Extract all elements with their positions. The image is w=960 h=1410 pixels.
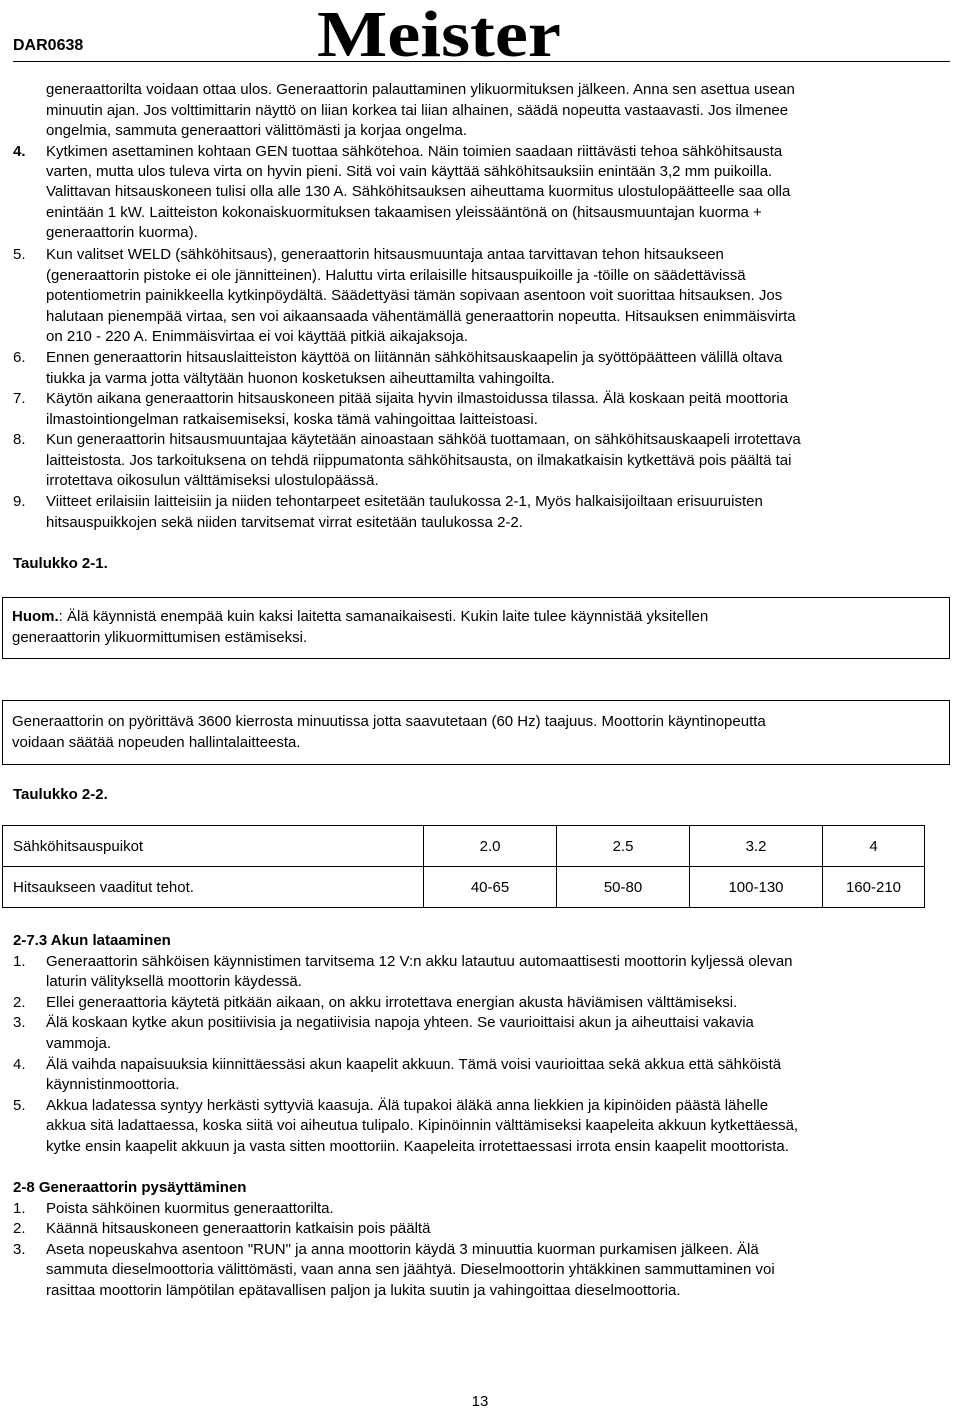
table-2-1-caption: Taulukko 2-1. bbox=[13, 555, 108, 572]
list-item: 9. Viitteet erilaisiin laitteisiin ja niiden tehontarpeet esitetään taulukossa 2-1, Myös halkaisijoiltaan erisuuruisten hitsauspuikkojen sekä niiden tarvitsemat virrat esitetään taulukossa 2-2. bbox=[13, 493, 763, 531]
item-8 bbox=[13, 430, 948, 492]
table-row: Hitsaukseen vaaditut tehot. 40-65 50-80 100-130 160-210 bbox=[3, 867, 925, 908]
document-code: DAR0638 bbox=[13, 37, 84, 54]
brand-wordmark: Meister bbox=[317, 2, 561, 60]
intro-paragraph: generaattorilta voidaan ottaa ulos. Generaattorin palauttaminen ylikuormituksen jälkeen. Anna sen asettua usean minuutin ajan. Jos volttimittarin näyttö on liian korkea tai liian alhainen, säädä nopeutta vastaavasti. Jos ilmenee ongelmia, sammuta generaattori välittömästi ja korjaa ongelma. bbox=[46, 81, 795, 140]
list-item: 8. Kun generaattorin hitsausmuuntajaa käytetään ainoastaan sähköä tuottamaan, on sähköhitsauskaapeli irrotettava laitteistosta. Jos tarkoituksena on tehdä riippumatonta sähköhitsausta, on ilmakatkaisin kytkettävä pois päältä tai irrotettava oikosulun välttämiseksi ulostulopäässä. bbox=[13, 431, 801, 490]
electrode-table bbox=[2, 825, 925, 908]
list-item: 5. Akkua ladatessa syntyy herkästi syttyviä kaasuja. Älä tupakoi äläkä anna liekkien ja kipinöiden päästä lähelle akkua sitä ladattaessa, koska siitä voi aiheutua tulipalo. Kipinöinnin välttämiseksi kaapeleita akkuun kytkettäessä, kytke ensin kaapelit akkuun ja vasta sitten moottoriin. Kaapeleita irrotettaessasi irrota ensin kaapelit moottorista. bbox=[13, 1096, 799, 1155]
list-item: 5. Kun valitset WELD (sähköhitsaus), generaattorin hitsausmuuntaja antaa tarvittavan tehon hitsaukseen (generaattorin pistoke ei ole jännitteinen). Haluttu virta erilaisille hitsauspuikoille ja -töille on säädettävissä potentiometrin painikkeella kytkinpöydältä. Säädettyäsi tämän sopivaan asentoon voit suorittaa hitsauksen. Jos halutaan pienempää virtaa, sen voi aikaansaada vähentämällä generaattorin nopeutta. Hitsauksen enimmäisvirta on 210 - 220 A. Enimmäisvirtaa ei voi käyttää pitkiä aikajaksoja. bbox=[13, 246, 796, 346]
list-item: 6. Ennen generaattorin hitsauslaitteiston käyttöä on liitännän sähköhitsauskaapelin ja syöttöpäätteen välillä oltava tiukka ja varma jotta vältytään huonon kosketuksen aiheuttamilta vahingoilta. bbox=[13, 349, 783, 387]
note-label: Huom. bbox=[12, 608, 59, 625]
list-item: 2. Ellei generaattoria käytetä pitkään aikaan, on akku irrotettava energian akusta häviämisen välttämiseksi. bbox=[13, 993, 738, 1011]
list-item: 3. Älä koskaan kytke akun positiivisia ja negatiivisia napoja yhteen. Se vaurioittaisi akun ja aiheuttaisi vakavia vammoja. bbox=[13, 1014, 754, 1052]
list-item: 1. Generaattorin sähköisen käynnistimen tarvitsema 12 V:n akku latautuu automaattisesti moottorin kyljessä olevan laturin välityksellä moottorin käydessä. bbox=[13, 952, 793, 991]
list-item: 2. Käännä hitsauskoneen generaattorin katkaisin pois päältä bbox=[13, 1220, 431, 1238]
intro-section bbox=[13, 80, 948, 142]
list-item: 3. Aseta nopeuskahva asentoon "RUN" ja anna moottorin käydä 3 minuuttia kuorman purkamisen jälkeen. Älä sammuta dieselmoottoria välittömästi, vaan anna sen jäähtyä. Dieselmoottorin yhtäkkinen sammuttaminen voi rasittaa moottorin lämpötilan epätavallisen paljon ja lukita suutin ja vahingoittaa dieselmoottoria. bbox=[13, 1240, 775, 1299]
list-item: 7. Käytön aikana generaattorin hitsauskoneen pitää sijaita hyvin ilmastoidussa tilassa. Älä koskaan peitä moottoria ilmastointiongelman ratkaisemiseksi, koska tämä vahingoittaa laitteistoasi. bbox=[13, 390, 789, 428]
list-item: 4. Kytkimen asettaminen kohtaan GEN tuottaa sähkötehoa. Näin toimien saadaan riittävästi tehoa sähköhitsausta varten, mutta ulos tuleva virta on hyvin pieni. Sitä voi vain käyttää sähköhitsauksiin enintään 3,2 mm puikoilla. Valittavan hitsauskoneen tulisi olla alle 130 A. Sähköhitsauksen aiheuttama kuormitus ulostulopäätteelle saa olla enintään 1 kW. Laitteiston kokonaiskuormituksen takaamisen yleissääntönä on (hitsausmuuntajan kuorma + generaattorin kuorma). bbox=[13, 143, 791, 241]
list-item: 1. Poista sähköinen kuormitus generaattorilta. bbox=[13, 1199, 334, 1217]
section-heading: 2-8 Generaattorin pysäyttäminen bbox=[13, 1179, 247, 1196]
table-2-2-caption: Taulukko 2-2. bbox=[13, 786, 108, 803]
note-box: Huom.: Älä käynnistä enempää kuin kaksi laitetta samanaikaisesti. Kukin laite tulee käynnistää yksitellen generaattorin ylikuormittumisen estämiseksi. bbox=[2, 597, 950, 659]
stop-section bbox=[13, 1178, 948, 1302]
section-heading: 2-7.3 Akun lataaminen bbox=[13, 932, 171, 949]
item-6 bbox=[13, 348, 948, 389]
item-5 bbox=[13, 245, 948, 348]
table-row: Sähköhitsauspuikot 2.0 2.5 3.2 4 bbox=[3, 826, 925, 867]
item-4 bbox=[13, 142, 948, 243]
list-item: 4. Älä vaihda napaisuuksia kiinnittäessäsi akun kaapelit akkuun. Tämä voisi vaurioittaa sekä akkua että sähköistä käynnistinmoottoria. bbox=[13, 1055, 782, 1094]
item-7 bbox=[13, 389, 948, 430]
battery-section bbox=[13, 931, 948, 1158]
info-box: Generaattorin on pyörittävä 3600 kierrosta minuutissa jotta saavutetaan (60 Hz) taajuus. Moottorin käyntinopeutta voidaan säätää nopeuden hallintalaitteesta. bbox=[2, 700, 950, 765]
item-9 bbox=[13, 492, 948, 533]
header-divider bbox=[13, 61, 950, 62]
brand-logo bbox=[313, 2, 565, 60]
page-number: 13 bbox=[471, 1393, 489, 1410]
